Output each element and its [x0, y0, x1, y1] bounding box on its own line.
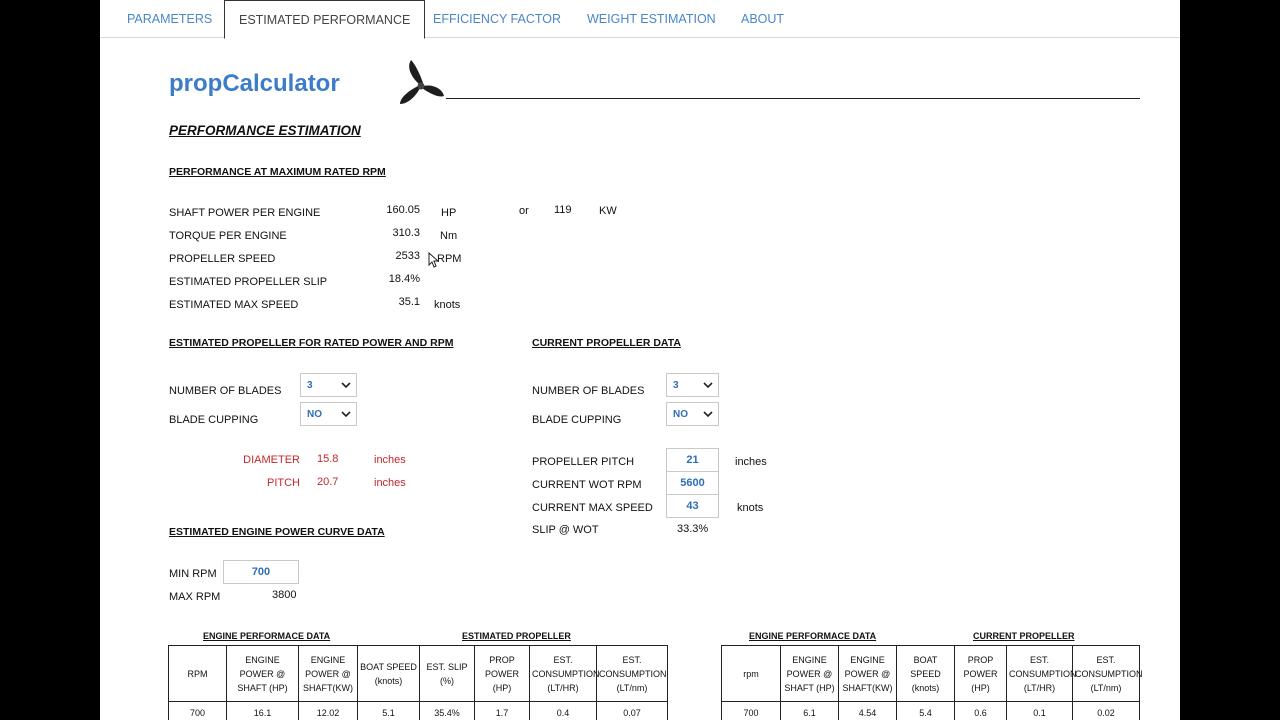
- cur-max-speed-input[interactable]: 43: [666, 494, 719, 518]
- right-table-group2: CURRENT PROPELLER: [973, 631, 1075, 641]
- table-cell: 16.1: [227, 702, 299, 720]
- diameter-value: 15.8: [317, 453, 339, 465]
- tab-efficiency-factor[interactable]: EFFICIENCY FACTOR: [433, 12, 562, 26]
- cur-pitch-unit: inches: [735, 456, 767, 468]
- cur-blades-value: 3: [673, 380, 679, 391]
- cur-cupping-select[interactable]: [666, 402, 719, 426]
- cur-wot-input[interactable]: 5600: [666, 471, 719, 495]
- prop-speed-value: 2533: [395, 250, 420, 262]
- prop-speed-unit: RPM: [437, 253, 462, 265]
- tab-about[interactable]: ABOUT: [741, 12, 785, 26]
- slip-value: 18.4%: [388, 273, 420, 285]
- logo-divider: [446, 98, 1140, 99]
- table-header: EST. CONSUMPTION (LT/nm): [597, 646, 668, 702]
- torque-label: TORQUE PER ENGINE: [169, 230, 287, 242]
- page-title: PERFORMANCE ESTIMATION: [169, 123, 361, 138]
- table-cell: 0.6: [955, 702, 1007, 720]
- slip-label: ESTIMATED PROPELLER SLIP: [169, 276, 328, 288]
- table-cell: 12.02: [299, 702, 358, 720]
- est-cupping-select[interactable]: [300, 402, 357, 426]
- table-cell: 5.1: [358, 702, 420, 720]
- cur-wot-label: CURRENT WOT RPM: [532, 479, 642, 491]
- est-prop-heading: ESTIMATED PROPELLER FOR RATED POWER AND RPM: [169, 337, 454, 349]
- table-header: EST. CONSUMPTION (LT/HR): [1007, 646, 1073, 702]
- shaft-power-label: SHAFT POWER PER ENGINE: [169, 207, 321, 219]
- table-cell: 0.1: [1007, 702, 1073, 720]
- cur-pitch-input[interactable]: 21: [666, 448, 719, 472]
- propeller-icon: [396, 58, 446, 110]
- pitch-unit: inches: [374, 477, 406, 489]
- logo-text: propCalculator: [169, 70, 340, 97]
- nav-bar: [100, 0, 1180, 38]
- cur-blades-label: NUMBER OF BLADES: [532, 385, 645, 397]
- cur-max-speed-unit: knots: [737, 502, 764, 514]
- right-performance-table: [721, 645, 1143, 720]
- table-header-row: [722, 646, 1140, 702]
- est-blades-select[interactable]: [300, 373, 357, 397]
- left-table-group1: ENGINE PERFORMACE DATA: [203, 631, 331, 641]
- tab-estimated-performance[interactable]: ESTIMATED PERFORMANCE: [224, 0, 425, 39]
- torque-value: 310.3: [392, 227, 420, 239]
- table-header: BOAT SPEED (knots): [897, 646, 955, 702]
- prop-speed-label: PROPELLER SPEED: [169, 253, 276, 265]
- app-page: [100, 0, 1180, 720]
- max-speed-unit: knots: [434, 299, 461, 311]
- left-performance-table: [168, 645, 668, 720]
- shaft-power-unit: HP: [441, 207, 457, 219]
- table-header: EST. CONSUMPTION (LT/HR): [530, 646, 597, 702]
- tab-parameters[interactable]: PARAMETERS: [127, 12, 213, 26]
- chevron-down-icon: [341, 407, 351, 421]
- table-header-row: [169, 646, 668, 702]
- est-blades-value: 3: [307, 380, 313, 391]
- chevron-down-icon: [703, 407, 713, 421]
- cur-max-speed-label: CURRENT MAX SPEED: [532, 502, 653, 514]
- cur-slip-value: 33.3%: [677, 523, 709, 535]
- chevron-down-icon: [341, 378, 351, 392]
- max-speed-value: 35.1: [398, 296, 420, 308]
- tab-weight-estimation[interactable]: WEIGHT ESTIMATION: [587, 12, 716, 26]
- diameter-label: DIAMETER: [243, 454, 300, 466]
- or-label: or: [519, 205, 529, 217]
- table-cell: 0.4: [530, 702, 597, 720]
- table-cell: 0.07: [597, 702, 668, 720]
- right-table-group1: ENGINE PERFORMACE DATA: [749, 631, 877, 641]
- cur-prop-heading: CURRENT PROPELLER DATA: [532, 337, 681, 349]
- table-cell: 4.54: [839, 702, 897, 720]
- cur-cupping-value: NO: [673, 409, 688, 420]
- cur-blades-select[interactable]: [666, 373, 719, 397]
- table-header: RPM: [169, 646, 227, 702]
- min-rpm-label: MIN RPM: [169, 568, 217, 580]
- max-rpm-label: MAX RPM: [169, 591, 221, 603]
- cur-slip-label: SLIP @ WOT: [532, 524, 599, 536]
- left-table-group2: ESTIMATED PROPELLER: [462, 631, 571, 641]
- torque-unit: Nm: [440, 230, 458, 242]
- table-row: [169, 702, 668, 720]
- max-speed-label: ESTIMATED MAX SPEED: [169, 299, 299, 311]
- table-header: PROP POWER (HP): [475, 646, 530, 702]
- table-header: PROP POWER (HP): [955, 646, 1007, 702]
- min-rpm-input[interactable]: 700: [223, 560, 299, 584]
- table-header: ENGINE POWER @ SHAFT(KW): [839, 646, 897, 702]
- table-header: BOAT SPEED (knots): [358, 646, 420, 702]
- table-header: EST. CONSUMPTION (LT/nm): [1073, 646, 1140, 702]
- cur-pitch-label: PROPELLER PITCH: [532, 456, 635, 468]
- perf-heading: PERFORMANCE AT MAXIMUM RATED RPM: [169, 166, 386, 178]
- table-cell: 700: [169, 702, 227, 720]
- table-header: rpm: [722, 646, 781, 702]
- pitch-label: PITCH: [267, 477, 300, 489]
- table-cell: 1.7: [475, 702, 530, 720]
- curve-heading: ESTIMATED ENGINE POWER CURVE DATA: [169, 526, 385, 538]
- table-cell: 700: [722, 702, 781, 720]
- chevron-down-icon: [703, 378, 713, 392]
- table-cell: 5.4: [897, 702, 955, 720]
- table-cell: 35.4%: [420, 702, 475, 720]
- diameter-unit: inches: [374, 454, 406, 466]
- est-cupping-label: BLADE CUPPING: [169, 414, 259, 426]
- table-header: ENGINE POWER @ SHAFT (HP): [227, 646, 299, 702]
- shaft-power-kw-value: 119: [554, 204, 572, 216]
- table-cell: 6.1: [781, 702, 839, 720]
- est-cupping-value: NO: [307, 409, 322, 420]
- table-header: ENGINE POWER @ SHAFT(KW): [299, 646, 358, 702]
- shaft-power-value: 160.05: [386, 204, 420, 216]
- kw-unit: KW: [599, 205, 617, 217]
- table-header: ENGINE POWER @ SHAFT (HP): [781, 646, 839, 702]
- table-header: EST. SLIP (%): [420, 646, 475, 702]
- cur-cupping-label: BLADE CUPPING: [532, 414, 622, 426]
- mouse-cursor-icon: [428, 252, 438, 268]
- table-row: [722, 702, 1140, 720]
- table-cell: 0.02: [1073, 702, 1140, 720]
- est-blades-label: NUMBER OF BLADES: [169, 385, 282, 397]
- max-rpm-value: 3800: [272, 589, 297, 601]
- pitch-value: 20.7: [317, 476, 339, 488]
